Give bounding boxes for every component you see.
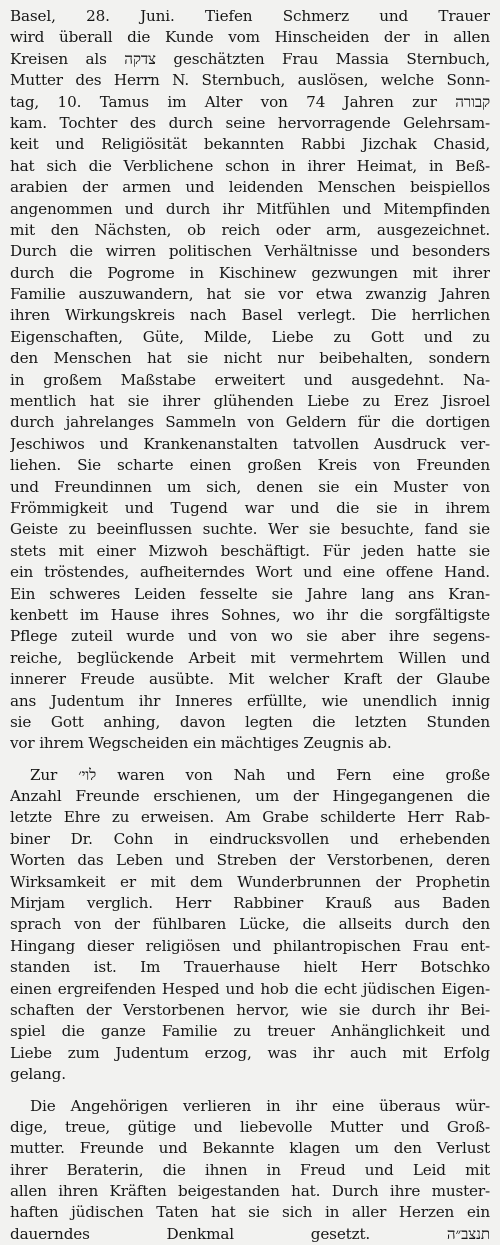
text-line: kenbett im Hause ihres Sohnes, wo ihr die sorgfältigste <box>10 605 490 624</box>
text-line: und Freundinnen um sich, denen sie ein Muster von <box>10 477 490 496</box>
paragraph-obituary <box>10 6 490 755</box>
text-line: tag, 10. Tamus im Alter von 74 Jahren zur קבורה <box>10 92 490 111</box>
text-line: Zur לוי׳ waren von Nah und Fern eine große <box>30 765 490 784</box>
text-line: Kreisen als צדקה geschätzten Frau Massia Sternbuch, <box>10 49 490 68</box>
text-line: Hingang dieser religiösen und philantropischen Frau ent- <box>10 936 490 955</box>
text-line: sie Gott anhing, davon legten die letzten Stunden <box>10 712 490 731</box>
text-line: ihrer Beraterin, die ihnen in Freud und Leid mit <box>10 1160 490 1179</box>
text-line: standen ist. Im Trauerhause hielt Herr Botschko <box>10 958 490 977</box>
text-line: mit den Nächsten, ob reich oder arm, ausgezeichnet. <box>10 220 490 239</box>
text-line: Mutter des Herrn N. Sternbuch, auslösen, welche Sonn- <box>10 71 490 90</box>
text-line: Jeschiwos und Krankenanstalten tatvollen Ausdruck ver- <box>10 434 490 453</box>
text-line: allen ihren Kräften beigestanden hat. Durch ihre muster- <box>10 1182 490 1201</box>
text-line: dauerndes Denkmal gesetzt. תנצב״ה <box>10 1224 490 1243</box>
paragraph-gap <box>10 1086 490 1096</box>
text-line: in großem Maßstabe erweitert und ausgedehnt. Na- <box>10 370 490 389</box>
text-line: durch die Pogrome in Kischinew gezwungen mit ihrer <box>10 263 490 282</box>
text-line: arabien der armen und leidenden Menschen beispiellos <box>10 178 490 197</box>
text-line: reiche, beglückende Arbeit mit vermehrtem Willen und <box>10 648 490 667</box>
text-line: kam. Tochter des durch seine hervorragende Gelehrsam- <box>10 113 490 132</box>
text-line: Liebe zum Judentum erzog, was ihr auch mit Erfolg <box>10 1043 490 1062</box>
text-line: den Menschen hat sie nicht nur beibehalten, sondern <box>10 349 490 368</box>
text-line: mutter. Freunde und Bekannte klagen um den Verlust <box>10 1139 490 1158</box>
text-line: einen ergreifenden Hesped und hob die echt jüdischen Eigen- <box>10 979 490 998</box>
paragraph-mourners <box>10 1096 490 1245</box>
text-line: Die Angehörigen verlieren in ihr eine überaus wür- <box>30 1096 490 1115</box>
text-line: innerer Freude ausübte. Mit welcher Kraft der Glaube <box>10 670 490 689</box>
paragraph-gap <box>10 755 490 765</box>
text-line: vor ihrem Wegscheiden ein mächtiges Zeugnis ab. <box>10 734 392 753</box>
text-line: ein tröstendes, aufheiterndes Wort und eine offene Hand. <box>10 563 490 582</box>
text-line: Geiste zu beeinflussen suchte. Wer sie besuchte, fand sie <box>10 520 490 539</box>
text-line: biner Dr. Cohn in eindrucksvollen und erhebenden <box>10 829 490 848</box>
text-line: gelang. <box>10 1065 66 1084</box>
text-line: keit und Religiösität bekannten Rabbi Jizchak Chasid, <box>10 135 490 154</box>
text-line: stets mit einer Mizwoh beschäftigt. Für jeden hatte sie <box>10 541 490 560</box>
text-line: sprach von der fühlbaren Lücke, die allseits durch den <box>10 915 490 934</box>
text-line: wird überall die Kunde vom Hinscheiden der in allen <box>10 28 490 47</box>
text-line: Anzahl Freunde erschienen, um der Hingegangenen die <box>10 787 490 806</box>
text-line: Ein schweres Leiden fesselte sie Jahre lang ans Kran- <box>10 584 490 603</box>
text-line: ihren Wirkungskreis nach Basel verlegt. Die herrlichen <box>10 306 490 325</box>
text-line: Durch die wirren politischen Verhältnisse und besonders <box>10 242 490 261</box>
text-line: ans Judentum ihr Inneres erfüllte, wie unendlich innig <box>10 691 490 710</box>
text-line: letzte Ehre zu erweisen. Am Grabe schilderte Herr Rab- <box>10 808 490 827</box>
text-line: Basel, 28. Juni. Tiefen Schmerz und Trauer <box>10 7 490 25</box>
text-line: Frömmigkeit und Tugend war und die sie in ihrem <box>10 498 490 517</box>
text-line: durch jahrelanges Sammeln von Geldern für die dortigen <box>10 413 490 432</box>
text-line: Pflege zuteil wurde und von wo sie aber ihre segens- <box>10 627 490 646</box>
text-line: dige, treue, gütige und liebevolle Mutter und Groß- <box>10 1117 490 1136</box>
text-line: Familie auszuwandern, hat sie vor etwa zwanzig Jahren <box>10 285 490 304</box>
text-line: Mirjam verglich. Herr Rabbiner Krauß aus Baden <box>10 894 490 913</box>
text-line: angenommen und durch ihr Mitfühlen und Mitempfinden <box>10 199 490 218</box>
text-line: spiel die ganze Familie zu treuer Anhänglichkeit und <box>10 1022 490 1041</box>
text-line: Eigenschaften, Güte, Milde, Liebe zu Gott und zu <box>10 327 490 346</box>
text-line: Worten das Leben und Streben der Verstorbenen, deren <box>10 851 490 870</box>
text-line: Wirksamkeit er mit dem Wunderbrunnen der Prophetin <box>10 872 490 891</box>
text-line: haften jüdischen Taten hat sie sich in aller Herzen ein <box>10 1203 490 1222</box>
paragraph-funeral <box>10 765 490 1086</box>
text-line: schaften der Verstorbenen hervor, wie sie durch ihr Bei- <box>10 1000 490 1019</box>
text-line: mentlich hat sie ihrer glühenden Liebe zu Erez Jisroel <box>10 392 490 411</box>
text-line: liehen. Sie scharte einen großen Kreis von Freunden <box>10 456 490 475</box>
text-line: hat sich die Verblichene schon in ihrer Heimat, in Beß- <box>10 156 490 175</box>
